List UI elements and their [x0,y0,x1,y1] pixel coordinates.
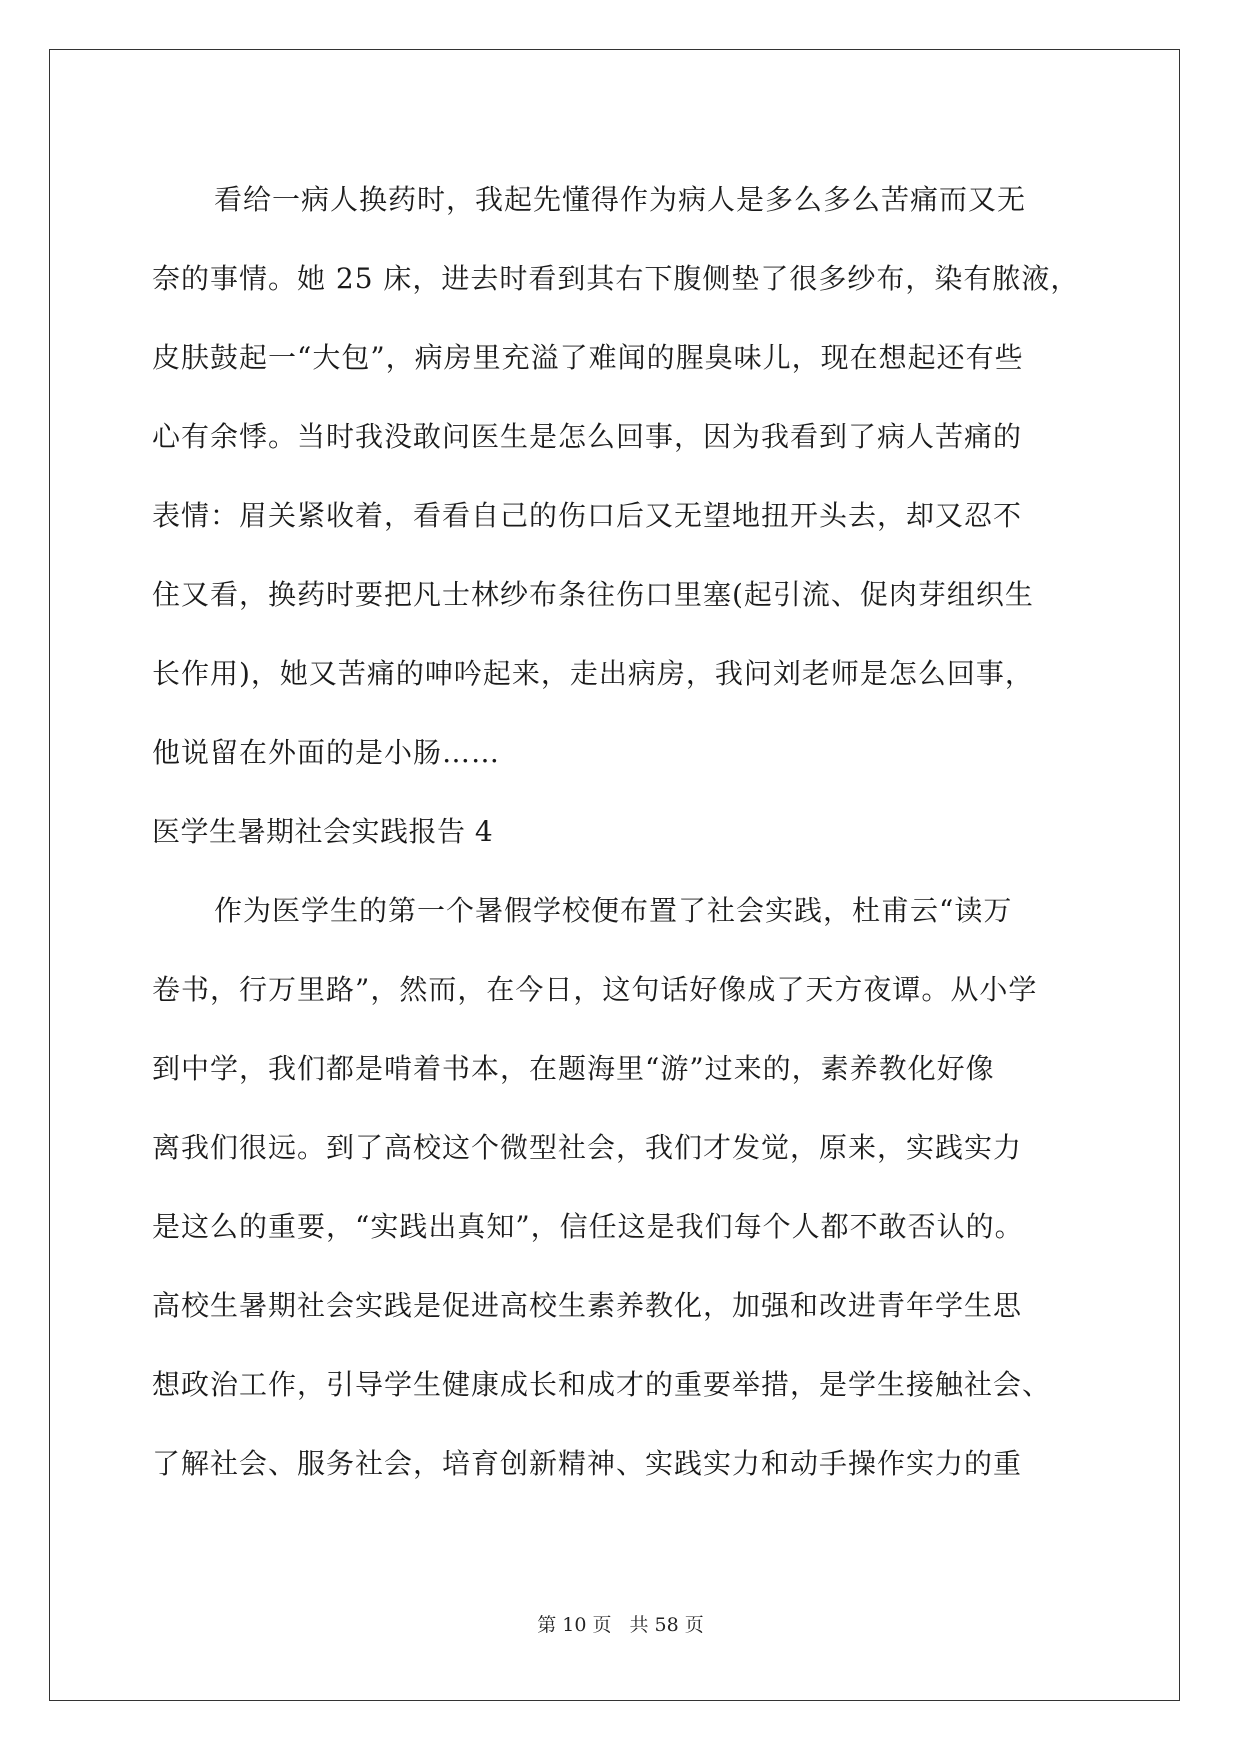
text-line: 住又看，换药时要把凡士林纱布条往伤口里塞(起引流、促肉芽组织生 [152,578,1034,611]
text-line: 奈的事情。她 25 床，进去时看到其右下腹侧垫了很多纱布，染有脓液， [152,262,1080,295]
text-line: 想政治工作，引导学生健康成长和成才的重要举措，是学生接触社会、 [152,1368,1052,1401]
text-line: 长作用)，她又苦痛的呻吟起来，走出病房，我问刘老师是怎么回事， [152,657,1034,690]
paragraph-2 [152,871,1127,1503]
text-line: 到中学，我们都是啃着书本，在题海里“游”过来的，素养教化好像 [152,1052,995,1085]
text-line: 心有余悸。当时我没敢问医生是怎么回事，因为我看到了病人苦痛的 [152,420,1023,453]
text-line: 他说留在外面的是小肠…… [152,736,501,769]
text-line: 看给一病人换药时，我起先懂得作为病人是多么多么苦痛而又无 [214,183,1027,216]
document-body [152,160,1127,1503]
paragraph-1 [152,160,1127,792]
text-line: 卷书，行万里路”，然而，在今日，这句话好像成了天方夜谭。从小学 [152,973,1038,1006]
page-footer [0,1610,1241,1637]
text-line: 离我们很远。到了高校这个微型社会，我们才发觉，原来，实践实力 [152,1131,1023,1164]
text-line: 是这么的重要，“实践出真知”，信任这是我们每个人都不敢否认的。 [152,1210,1024,1243]
text-line: 表情：眉关紧收着，看看自己的伤口后又无望地扭开头去，却又忍不 [152,499,1023,532]
section-heading: 医学生暑期社会实践报告 4 [152,815,494,848]
page-number-current: 第 10 页 [537,1614,612,1636]
page-number-total: 共 58 页 [629,1614,704,1636]
text-line: 高校生暑期社会实践是促进高校生素养教化，加强和改进青年学生思 [152,1289,1023,1322]
text-line: 作为医学生的第一个暑假学校便布置了社会实践，杜甫云“读万 [214,894,1013,927]
text-line: 皮肤鼓起一“大包”，病房里充溢了难闻的腥臭味儿，现在想起还有些 [152,341,1024,374]
text-line: 了解社会、服务社会，培育创新精神、实践实力和动手操作实力的重 [152,1447,1023,1480]
